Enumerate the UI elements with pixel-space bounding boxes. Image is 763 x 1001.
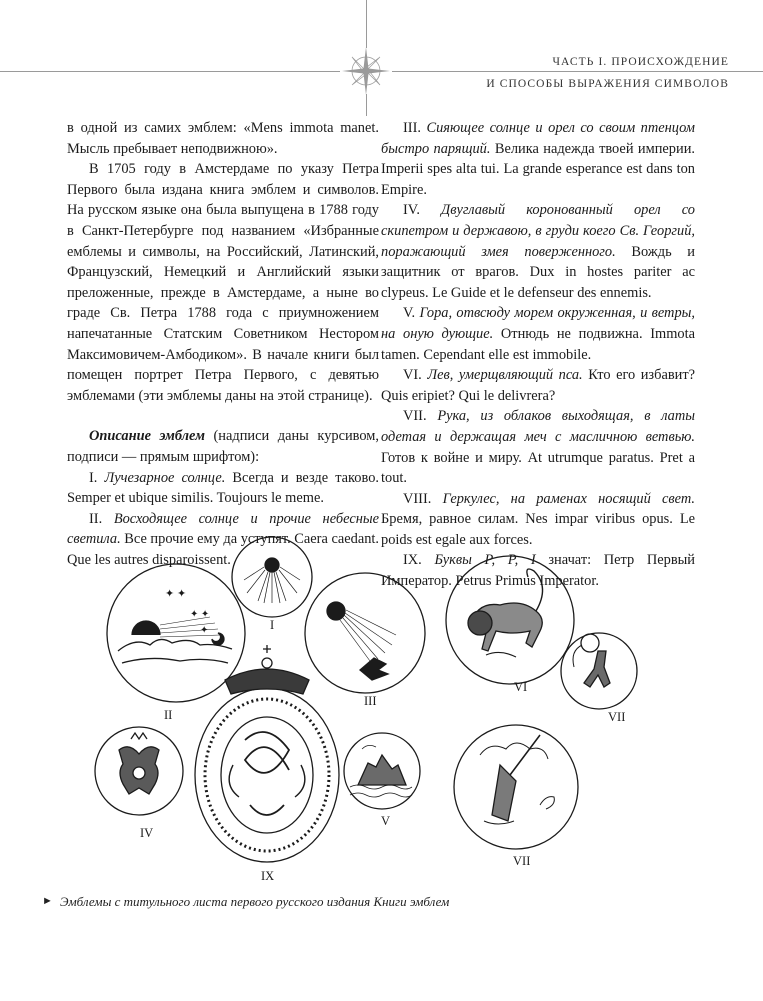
right-column [381, 118, 695, 592]
emblem-iv-double-eagle [95, 727, 183, 815]
emblem-vii-arm-with-sword [454, 725, 578, 849]
emblem-entry: IX. Буквы P, P, I значат: Петр Первый Император. Petrus Primus Imperator. [381, 552, 696, 590]
emblem-ii-rising-sun [107, 564, 245, 702]
numeral-vii-a: VII [608, 710, 626, 724]
numeral-v: V [381, 814, 391, 828]
header-vertical-rule [366, 0, 367, 48]
emblem-entry: VII. Рука, из облаков выходящая, в латы одетая и держащая меч с масличною ветвью. Готов к войне и миру. At utrumque paratus. Pret a tout. [381, 408, 695, 487]
running-head [486, 51, 729, 95]
emblem-i-radiant-sun [232, 537, 312, 617]
paragraph: в одной из самих эмблем: «Mens immota manet. Мысль пребывает неподвижною». [67, 120, 379, 157]
emblem-entry: VIII. Геркулес, на раменах носящий свет. Бремя, равное силам. Nes impar viribus opus. Le poids est egale aux forces. [381, 490, 695, 548]
numeral-iii: III [364, 694, 377, 708]
emblem-entry: IV. Двуглавый коронованный орел со скипетром и державою, в груди коего Св. Георгий, поражающий змея поверженного. Вождь и защитник от врагов. Dux in hostes pariter ac clypeus. Le Guide et le defenseur des ennemis. [381, 202, 695, 301]
emblem-vii-figure-with-globe [561, 633, 637, 709]
svg-text:✦ ✦: ✦ ✦ [190, 609, 210, 620]
emblem-entry: I. Лучезарное солнце. Всегда и везде таково. Semper et ubique similis. Toujours le meme. [67, 469, 379, 507]
emblem-entry: V. Гора, отвсюду морем окруженная, и ветры, на оную дующие. Отнюдь не подвижна. Immota tamen. Cependant elle est immobile. [381, 305, 695, 363]
compass-rose-icon [340, 45, 392, 97]
caption-pointer-icon: ► [42, 895, 53, 907]
numeral-iv: IV [140, 826, 154, 840]
emblem-ix-monogram [195, 645, 339, 862]
emblem-v-mountain-sea [344, 733, 420, 809]
numeral-ii: II [164, 708, 173, 722]
left-column [67, 118, 379, 570]
numeral-vii-b: VII [513, 854, 531, 868]
emblem-vi-lion-and-dog [446, 556, 574, 684]
header-rule-left [0, 71, 340, 72]
emblem-entry: VI. Лев, умерщвляющий пса. Кто его избавит? Quis eripiet? Qui le delivrera? [381, 367, 695, 404]
numeral-i: I [270, 618, 275, 632]
running-head-line2: И СПОСОБЫ ВЫРАЖЕНИЯ СИМВОЛОВ [486, 78, 729, 90]
emblems-figure [0, 525, 763, 885]
paragraph: В 1705 году в Амстердаме по указу Петра Первого была издана книга эмблем и символов. На русском языке она была выпущена в 1788 году в Санкт-Петербурге под названием «Избранные емблемы и символы, на Российский, Латинский, Французский, Немецкий и Английский языки преложенные, прежде в Амстердаме, а ныне во граде Св. Петра 1788 года с приумножением напечатанные Статским Советником Нестором Максимовичем-Амбодиком». В начале книги был помещен портрет Петра Первого, с девятью эмблемами (эти эмблемы даны на этой странице). [67, 161, 379, 404]
emblem-entry: II. Восходящее солнце и прочие небесные светила. Все прочие ему да уступят. Caera caedant. Que les autres disparoissent. [67, 510, 379, 568]
figure-caption: Эмблемы с титульного листа первого русского издания Книги эмблем [60, 894, 450, 909]
running-head-line1: ЧАСТЬ I. ПРОИСХОЖДЕНИЕ [552, 56, 729, 68]
numeral-vi: VI [514, 680, 528, 694]
header-vertical-rule-lower [366, 94, 367, 116]
emblem-entry: III. Сияющее солнце и орел со своим птенцом быстро парящий. Велика надежда твоей империи. Imperii spes alta tui. La grande esperance est dans ton Empire. [381, 120, 695, 198]
emblem-iii-sun-and-eagle [305, 573, 425, 693]
emblem-description-intro: Описание эмблем (надписи даны курсивом, подписи — прямым шрифтом): [67, 428, 379, 465]
numeral-ix: IX [261, 869, 275, 883]
svg-text:✦ ✦: ✦ ✦ [165, 588, 187, 600]
svg-text:✦: ✦ [200, 625, 209, 636]
